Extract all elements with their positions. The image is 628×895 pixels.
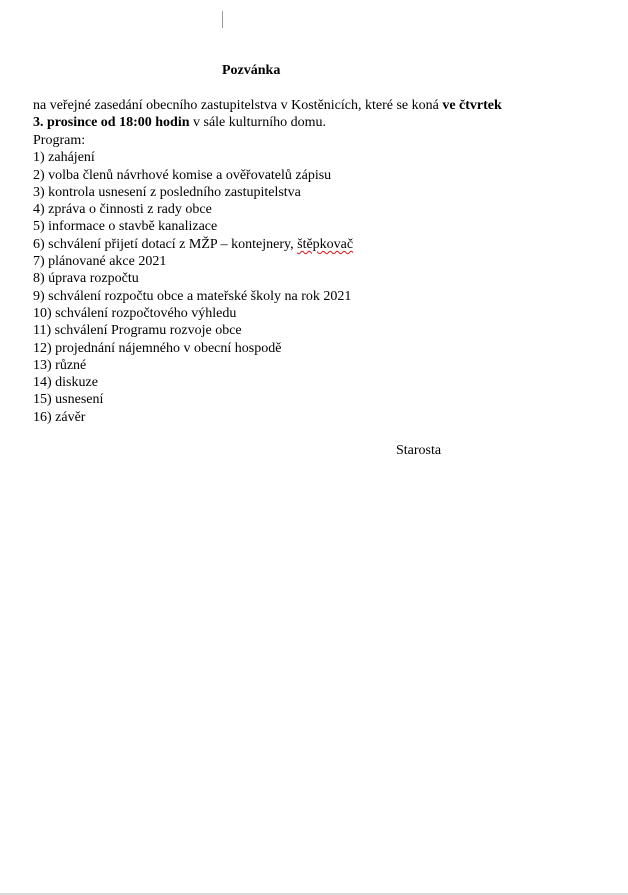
program-item: 10) schválení rozpočtového výhledu xyxy=(33,305,237,321)
intro-line-2-bold: 3. prosince od 18:00 hodin xyxy=(33,115,190,131)
program-item: 12) projednání nájemného v obecní hospodě xyxy=(33,340,282,356)
program-item: 5) informace o stavbě kanalizace xyxy=(33,219,218,235)
intro-line-2 xyxy=(33,114,573,131)
intro-line-1-bold: ve čtvrtek xyxy=(442,98,502,113)
program-item-6-text: 6) schválení přijetí dotací z MŽP – kontejnery, xyxy=(33,236,298,252)
program-item: 8) úprava rozpočtu xyxy=(33,271,139,287)
document-title: Pozvánka xyxy=(222,63,281,78)
program-item: 3) kontrola usnesení z posledního zastupitelstva xyxy=(33,184,301,200)
program-label: Program: xyxy=(33,133,86,148)
program-item: 14) diskuze xyxy=(33,375,98,391)
program-list xyxy=(33,132,353,426)
program-item: 4) zpráva o činnosti z rady obce xyxy=(33,202,212,218)
program-item: 7) plánované akce 2021 xyxy=(33,254,167,270)
program-item: 16) závěr xyxy=(33,409,86,425)
spellcheck-flagged-word[interactable]: štěpkovač xyxy=(297,236,354,252)
intro-line-1-text: na veřejné zasedání obecního zastupitelstva v Kostěnicích, které se koná xyxy=(33,98,443,113)
program-item: 2) volba členů návrhové komise a ověřovatelů zápisu xyxy=(33,167,332,183)
program-item: 15) usnesení xyxy=(33,392,104,408)
program-item xyxy=(33,236,353,253)
program-item: 13) různé xyxy=(33,357,87,373)
intro-paragraph xyxy=(33,97,573,132)
signature-label: Starosta xyxy=(396,443,442,458)
program-item: 1) zahájení xyxy=(33,150,95,166)
intro-line-1 xyxy=(33,97,573,114)
text-cursor-marker xyxy=(222,11,223,28)
program-item: 11) schválení Programu rozvoje obce xyxy=(33,323,242,339)
intro-line-2-text: v sále kulturního domu. xyxy=(189,115,326,131)
program-item: 9) schválení rozpočtu obce a mateřské školy na rok 2021 xyxy=(33,288,352,304)
